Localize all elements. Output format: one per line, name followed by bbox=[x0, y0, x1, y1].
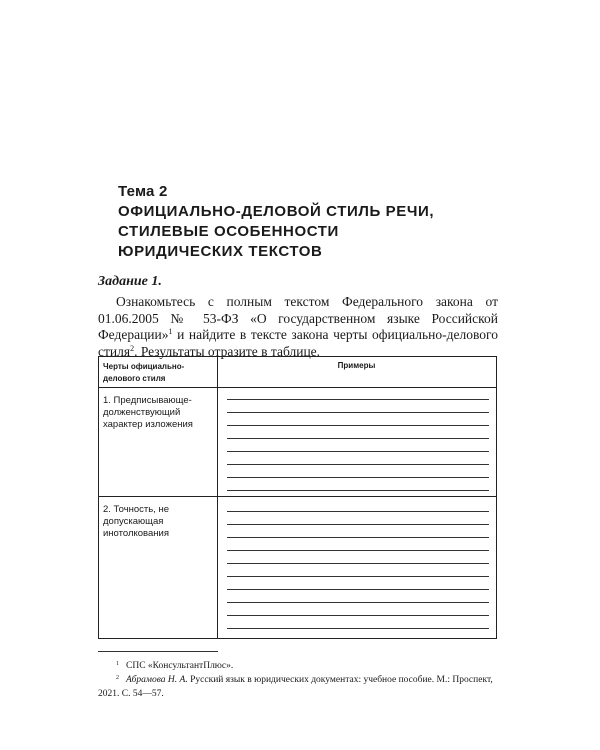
topic-title-line: ОФИЦИАЛЬНО-ДЕЛОВОЙ СТИЛЬ РЕЧИ, bbox=[118, 203, 435, 220]
task-text-part: Ознакомьтесь с полным текстом Федерального закона от 01.06.2005 № 53-ФЗ «О государственном языке Российской Федерации» bbox=[98, 294, 498, 342]
footnote-separator bbox=[98, 651, 218, 652]
topic-label: Тема 2 bbox=[118, 183, 168, 200]
task-heading: Задание 1. bbox=[98, 274, 162, 289]
answer-line[interactable] bbox=[227, 537, 489, 538]
footnote-mark: 1 bbox=[116, 661, 119, 667]
answer-line[interactable] bbox=[227, 412, 489, 413]
footnote-author: Абрамова Н. А. bbox=[126, 675, 188, 685]
answer-line[interactable] bbox=[227, 399, 489, 400]
footnote-ref[interactable]: 1 bbox=[168, 327, 173, 336]
footnote-mark: 2 bbox=[116, 675, 119, 681]
table-row-divider bbox=[99, 496, 496, 497]
answer-line[interactable] bbox=[227, 490, 489, 491]
answer-line[interactable] bbox=[227, 511, 489, 512]
answer-line[interactable] bbox=[227, 464, 489, 465]
task-instructions bbox=[98, 294, 498, 360]
answer-line[interactable] bbox=[227, 615, 489, 616]
answer-line[interactable] bbox=[227, 425, 489, 426]
answer-line[interactable] bbox=[227, 563, 489, 564]
answer-line[interactable] bbox=[227, 477, 489, 478]
topic-title-line: СТИЛЕВЫЕ ОСОБЕННОСТИ bbox=[118, 223, 339, 240]
table-row-label: 1. Предписывающе-долженствующий характер изложения bbox=[103, 395, 193, 430]
footnote bbox=[98, 673, 498, 701]
table-header-feature: Черты официально-делового стиля bbox=[103, 362, 185, 383]
table-header-divider bbox=[99, 387, 496, 388]
answer-line[interactable] bbox=[227, 602, 489, 603]
answer-line[interactable] bbox=[227, 628, 489, 629]
table-column-divider bbox=[217, 357, 218, 638]
task-text-part: . Результаты отразите в таблице. bbox=[134, 343, 321, 359]
answer-line[interactable] bbox=[227, 438, 489, 439]
answer-line[interactable] bbox=[227, 589, 489, 590]
table-row-label: 2. Точность, не допускающая инотолкования bbox=[103, 504, 170, 539]
topic-title bbox=[118, 202, 538, 262]
table-header-examples: Примеры bbox=[337, 361, 376, 370]
answer-line[interactable] bbox=[227, 550, 489, 551]
task-text-part: и найдите в тексте закона черты официально-делового стиля bbox=[98, 327, 498, 359]
features-table bbox=[98, 356, 497, 639]
footnote-text: Русский язык в юридических документах: учебное пособие. М.: Проспект, 2021. С. 54—57. bbox=[98, 675, 493, 699]
answer-line[interactable] bbox=[227, 451, 489, 452]
footnote-text: СПС «КонсультантПлюс». bbox=[126, 661, 234, 671]
footnote-ref[interactable]: 2 bbox=[130, 343, 135, 353]
answer-line[interactable] bbox=[227, 524, 489, 525]
footnote bbox=[116, 659, 233, 673]
answer-line[interactable] bbox=[227, 576, 489, 577]
topic-title-line: ЮРИДИЧЕСКИХ ТЕКСТОВ bbox=[118, 243, 323, 260]
